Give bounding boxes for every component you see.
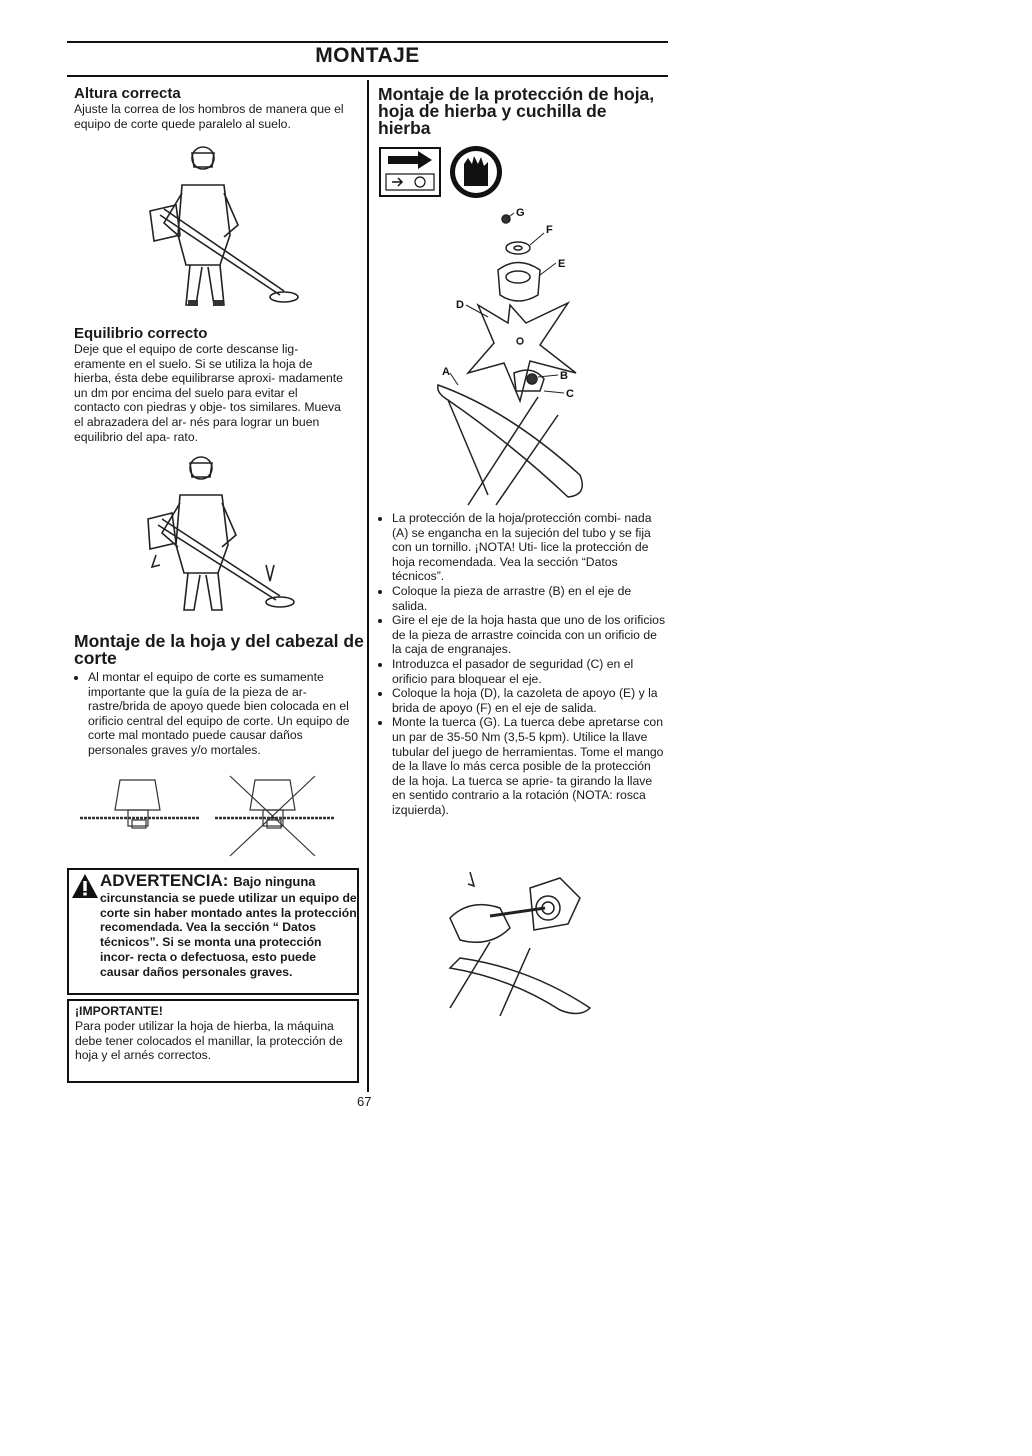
label-d: D [456,299,464,311]
illustration-operator-height [140,145,310,310]
heading-altura-correcta: Altura correcta [74,85,181,102]
top-rule [67,41,668,43]
illustration-blade-mounting [80,770,340,860]
label-f: F [546,224,553,236]
list-montaje-hoja [74,670,364,758]
page-number: 67 [357,1094,372,1109]
list-item: • Monte la tuerca (G). La tuerca debe apretarse con un par de 35-50 Nm (3,5-5 kpm). Utilice la llave tubular del juego de herramientas. Tome el mango de la llave lo más cerca posible de la protección de la hoja. La tuerca se aprie- ta girando la llave en sentido contrario a la rotación (NOTA: rosca izquierda). [392,715,666,817]
list-item: • Coloque la hoja (D), la cazoleta de apoyo (E) y la brida de apoyo (F) en el eje de salida. [392,686,666,715]
label-c: C [566,388,574,400]
list-item: • Al montar el equipo de corte es sumamente importante que la guía de la pieza de ar- rastre/brida de apoyo quede bien colocada en el orificio central del equipo de corte. Un equipo de corte mal montado puede causar daños personales graves y/o mortales. [88,670,364,758]
warning-title-tail: Bajo ninguna [233,874,316,889]
title-rule [67,75,668,77]
warning-title [100,871,316,891]
important-title: ¡IMPORTANTE! [75,1004,163,1018]
important-box [67,999,359,1083]
heading-montaje-hoja-cabezal: Montaje de la hoja y del cabezal de corte [74,631,364,668]
important-text: Para poder utilizar la hoja de hierba, la máquina debe tener colocados el manillar, la protección de hoja y el arnés correctos. [75,1019,343,1063]
illustration-tightening-nut [430,868,610,1018]
arrow-icon [388,151,432,169]
list-item: • Introduzca el pasador de seguridad (C) en el orificio para bloquear el eje. [392,657,666,686]
column-divider [367,80,369,1092]
warning-label: ADVERTENCIA: [100,871,229,890]
label-b: B [560,370,568,382]
warning-box [67,868,359,995]
page-title: MONTAJE [315,44,420,67]
list-item: • La protección de la hoja/protección combi- nada (A) se engancha en la sujeción del tubo y se fija con un tornillo. ¡NOTA! Uti- lice la protección de hoja recomendada. Vea la sección “Datos técnicos”. [392,511,666,584]
safety-symbols [378,144,518,204]
diagram-blade-assembly [408,205,638,510]
list-item: • Gire el eje de la hoja hasta que uno de los orificios de la pieza de arrastre coincida con un orificio de la caja de engranajes. [392,613,666,657]
list-montaje-proteccion [378,511,666,817]
heading-montaje-proteccion: Montaje de la protección de hoja, hoja de hierba y cuchilla de hierba [378,84,655,138]
text-equilibrio-correcto: Deje que el equipo de corte descanse lig- eramente en el suelo. Si se utiliza la hoja de hierba, ésta debe equilibrarse aproxi- madamente un dm por encima del suelo para evitar el contacto con piedras y obje- tos similares. Mueva el abrazadera del ar- nés para lograr un buen equilibrio del apa- rato. [74,342,343,444]
list-item: • Coloque la pieza de arrastre (B) en el eje de salida. [392,584,666,613]
text-altura-correcta: Ajuste la correa de los hombros de manera que el equipo de corte quede paralelo al suelo. [74,102,344,131]
illustration-operator-balance [138,455,308,615]
heading-equilibrio-correcto: Equilibrio correcto [74,325,208,342]
label-a: A [442,366,450,378]
warning-icon [71,873,99,899]
warning-text: circunstancia se puede utilizar un equipo de corte sin haber montado antes la protección recomendada. Vea la sección “ Datos técnicos”. Si se monta una protección incor- recta o defectuosa, esto puede causar daños personales graves. [100,891,357,979]
label-g: G [516,207,525,219]
label-e: E [558,258,566,270]
